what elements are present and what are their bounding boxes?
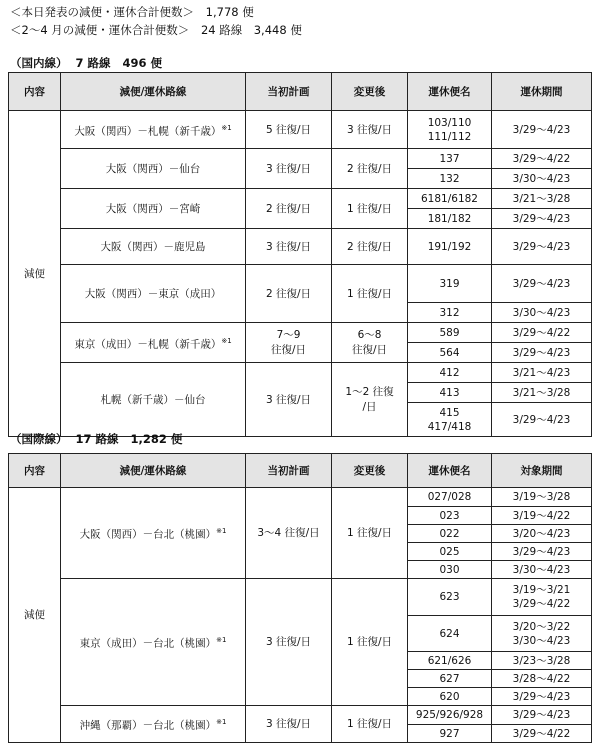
domestic-routes: 7 路線 <box>75 56 111 70</box>
summary-april-label: ＜2～4 月の減便・運休合計便数＞ <box>10 23 190 37</box>
domestic-flight-name: 137 <box>408 149 492 169</box>
international-routes: 17 路線 <box>75 432 119 446</box>
route-name: 大阪（関西）－東京（成田） <box>84 287 222 300</box>
domestic-table <box>8 72 592 437</box>
international-category: 減便 <box>9 488 61 743</box>
international-title: （国際線） <box>10 432 68 446</box>
domestic-header: 当初計画 <box>246 73 332 111</box>
table-row <box>9 706 592 725</box>
domestic-flight-name: 312 <box>408 303 492 323</box>
international-period: 3/29～4/22 <box>492 725 592 743</box>
international-route <box>61 706 246 743</box>
route-name: 沖縄（那覇）－台北（桃園） <box>79 719 217 732</box>
summary-today-value: 1,778 便 <box>205 5 254 19</box>
domestic-period: 3/21～3/28 <box>492 383 592 403</box>
international-flight-name: 025 <box>408 543 492 561</box>
international-period: 3/23～3/28 <box>492 652 592 670</box>
domestic-category: 減便 <box>9 111 61 437</box>
international-flight-name: 927 <box>408 725 492 743</box>
domestic-flight-name: 132 <box>408 169 492 189</box>
international-period: 3/29～4/23 <box>492 543 592 561</box>
domestic-plan: 2 往復/日 <box>246 189 332 229</box>
international-period: 3/20～3/22 3/30～4/23 <box>492 616 592 652</box>
route-footnote-mark: ※1 <box>216 718 227 727</box>
domestic-plan: 7～9 往復/日 <box>246 323 332 363</box>
international-flight-name: 621/626 <box>408 652 492 670</box>
domestic-after: 1 往復/日 <box>332 265 408 323</box>
international-header: 減便/運休路線 <box>61 454 246 488</box>
domestic-route <box>61 363 246 437</box>
route-footnote-mark: ※1 <box>216 527 227 536</box>
domestic-period: 3/30～4/23 <box>492 169 592 189</box>
domestic-route <box>61 265 246 323</box>
route-footnote-mark: ※1 <box>216 636 227 645</box>
domestic-route <box>61 189 246 229</box>
international-period: 3/19～3/21 3/29～4/22 <box>492 579 592 616</box>
route-name: 大阪（関西）－宮崎 <box>105 202 201 215</box>
route-name: 大阪（関西）－鹿児島 <box>100 240 206 253</box>
domestic-plan: 3 往復/日 <box>246 363 332 437</box>
route-name: 大阪（関西）－台北（桃園） <box>79 528 217 541</box>
international-flights: 1,282 便 <box>130 432 183 446</box>
domestic-period: 3/29～4/22 <box>492 323 592 343</box>
international-period: 3/29～4/23 <box>492 706 592 725</box>
table-row <box>9 363 592 383</box>
international-plan: 3 往復/日 <box>246 706 332 743</box>
domestic-after: 1 往復/日 <box>332 189 408 229</box>
domestic-period: 3/29～4/22 <box>492 149 592 169</box>
international-flight-name: 623 <box>408 579 492 616</box>
international-header: 対象期間 <box>492 454 592 488</box>
domestic-period: 3/29～4/23 <box>492 111 592 149</box>
table-row <box>9 189 592 209</box>
domestic-after: 3 往復/日 <box>332 111 408 149</box>
table-row <box>9 229 592 265</box>
domestic-route <box>61 111 246 149</box>
domestic-flight-name: 181/182 <box>408 209 492 229</box>
domestic-header: 内容 <box>9 73 61 111</box>
domestic-period: 3/29～4/23 <box>492 229 592 265</box>
domestic-title: （国内線） <box>10 56 68 70</box>
international-table <box>8 453 592 743</box>
domestic-period: 3/29～4/23 <box>492 265 592 303</box>
international-period: 3/19～3/28 <box>492 488 592 507</box>
international-period: 3/28～4/22 <box>492 670 592 688</box>
international-flight-name: 620 <box>408 688 492 706</box>
domestic-heading <box>10 55 162 71</box>
domestic-flight-name: 412 <box>408 363 492 383</box>
domestic-plan: 3 往復/日 <box>246 229 332 265</box>
international-period: 3/20～4/23 <box>492 525 592 543</box>
domestic-after: 1～2 往復 /日 <box>332 363 408 437</box>
domestic-period: 3/29～4/23 <box>492 343 592 363</box>
domestic-plan: 3 往復/日 <box>246 149 332 189</box>
domestic-flight-name: 319 <box>408 265 492 303</box>
domestic-period: 3/29～4/23 <box>492 209 592 229</box>
route-name: 東京（成田）－台北（桃園） <box>79 637 217 650</box>
international-flight-name: 023 <box>408 507 492 525</box>
domestic-after: 6～8 往復/日 <box>332 323 408 363</box>
domestic-flight-name: 6181/6182 <box>408 189 492 209</box>
route-footnote-mark: ※1 <box>221 123 232 132</box>
summary-april <box>10 22 302 38</box>
domestic-period: 3/29～4/23 <box>492 403 592 437</box>
domestic-header: 減便/運休路線 <box>61 73 246 111</box>
table-row <box>9 323 592 343</box>
domestic-route <box>61 229 246 265</box>
international-heading <box>10 431 182 447</box>
international-header: 運休便名 <box>408 454 492 488</box>
summary-today <box>10 4 254 20</box>
international-after: 1 往復/日 <box>332 488 408 579</box>
route-name: 大阪（関西）－札幌（新千歳） <box>74 125 222 138</box>
domestic-header: 運休期間 <box>492 73 592 111</box>
domestic-header: 運休便名 <box>408 73 492 111</box>
domestic-flight-name: 413 <box>408 383 492 403</box>
international-after: 1 往復/日 <box>332 579 408 706</box>
international-flight-name: 925/926/928 <box>408 706 492 725</box>
domestic-flight-name: 564 <box>408 343 492 363</box>
international-plan: 3 往復/日 <box>246 579 332 706</box>
domestic-flight-name: 103/110 111/112 <box>408 111 492 149</box>
international-route <box>61 488 246 579</box>
domestic-flight-name: 415 417/418 <box>408 403 492 437</box>
domestic-plan: 2 往復/日 <box>246 265 332 323</box>
route-name: 札幌（新千歳）－仙台 <box>100 393 206 406</box>
summary-today-label: ＜本日発表の減便・運休合計便数＞ <box>10 5 194 19</box>
domestic-period: 3/21～3/28 <box>492 189 592 209</box>
domestic-period: 3/21～4/23 <box>492 363 592 383</box>
international-period: 3/29～4/23 <box>492 688 592 706</box>
international-plan: 3～4 往復/日 <box>246 488 332 579</box>
domestic-period: 3/30～4/23 <box>492 303 592 323</box>
international-header: 変更後 <box>332 454 408 488</box>
international-flight-name: 624 <box>408 616 492 652</box>
domestic-after: 2 往復/日 <box>332 229 408 265</box>
table-row <box>9 488 592 507</box>
domestic-route <box>61 149 246 189</box>
international-period: 3/30～4/23 <box>492 561 592 579</box>
route-name: 大阪（関西）－仙台 <box>105 162 201 175</box>
summary-april-value: 24 路線 3,448 便 <box>200 23 302 37</box>
domestic-after: 2 往復/日 <box>332 149 408 189</box>
table-row <box>9 579 592 616</box>
domestic-header: 変更後 <box>332 73 408 111</box>
table-row <box>9 111 592 149</box>
domestic-flights: 496 便 <box>122 56 163 70</box>
table-row <box>9 265 592 303</box>
domestic-flight-name: 589 <box>408 323 492 343</box>
international-header: 内容 <box>9 454 61 488</box>
international-flight-name: 022 <box>408 525 492 543</box>
domestic-plan: 5 往復/日 <box>246 111 332 149</box>
international-route <box>61 579 246 706</box>
domestic-route <box>61 323 246 363</box>
route-footnote-mark: ※1 <box>221 336 232 345</box>
domestic-flight-name: 191/192 <box>408 229 492 265</box>
international-flight-name: 027/028 <box>408 488 492 507</box>
route-name: 東京（成田）－札幌（新千歳） <box>74 338 222 351</box>
international-after: 1 往復/日 <box>332 706 408 743</box>
table-row <box>9 149 592 169</box>
international-header: 当初計画 <box>246 454 332 488</box>
international-flight-name: 030 <box>408 561 492 579</box>
international-flight-name: 627 <box>408 670 492 688</box>
international-period: 3/19～4/22 <box>492 507 592 525</box>
